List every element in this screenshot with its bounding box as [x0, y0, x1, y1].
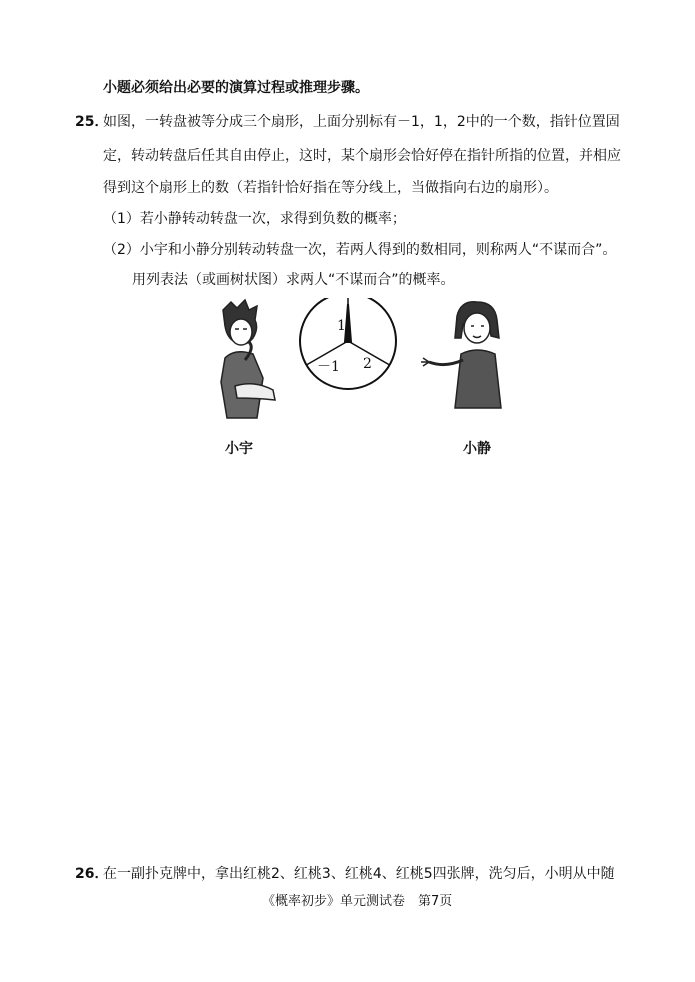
q25-line2: 定，转动转盘后任其自由停止，这时，某个扇形会恰好停在指针所指的位置，并相应 [103, 148, 621, 164]
q26-number: 26． [75, 866, 109, 882]
spinner-label-2: 2 [363, 356, 372, 372]
q25-part1: （1）若小静转动转盘一次，求得到负数的概率； [103, 211, 406, 227]
page-footer: 《概率初步》单元测试卷 第7页 [262, 894, 453, 909]
spinner-figure [205, 298, 525, 468]
q25-part2: （2）小宇和小静分别转动转盘一次，若两人得到的数相同，则称两人“不谋而合”。 [103, 242, 617, 258]
q26-text: 在一副扑克牌中，拿出红桃2、红桃3、红桃4、红桃5四张牌，洗匀后，小明从中随 [103, 866, 615, 882]
q25-line1: 如图，一转盘被等分成三个扇形，上面分别标有－1，1，2中的一个数，指针位置固 [103, 114, 620, 130]
spinner-label-1: 1 [337, 318, 346, 334]
girl-illustration [421, 302, 501, 408]
boy-illustration [221, 300, 275, 418]
q25-number: 25． [75, 114, 109, 130]
spinner [300, 298, 396, 389]
caption-xiaoyu: 小宇 [225, 441, 253, 457]
q25-line3: 得到这个扇形上的数（若指针恰好指在等分线上，当做指向右边的扇形）。 [103, 180, 558, 196]
spinner-label-neg1: －1 [317, 359, 340, 375]
q25-part2-cont: 用列表法（或画树状图）求两人“不谋而合”的概率。 [132, 272, 455, 288]
intro-note: 小题必须给出必要的演算过程或推理步骤。 [103, 80, 369, 96]
caption-xiaojing: 小静 [463, 441, 491, 457]
